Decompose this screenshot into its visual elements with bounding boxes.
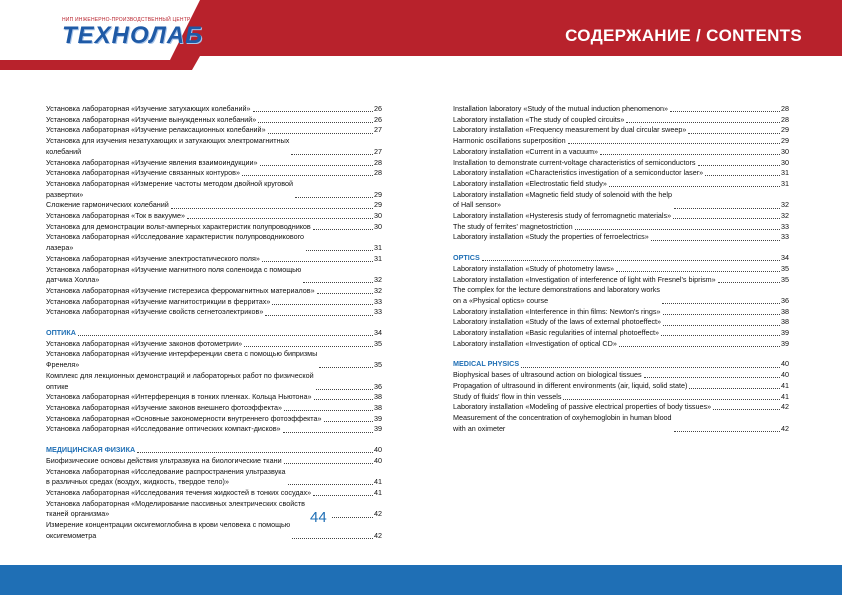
entry-title: Laboratory installation «Electrostatic field study» <box>453 178 607 188</box>
toc-entry[interactable] <box>453 392 789 403</box>
entry-title: Установка лабораторная «Основные закономерности внутреннего фотоэффекта» <box>46 413 322 423</box>
toc-entry[interactable] <box>453 115 789 126</box>
entry-page-number: 29 <box>374 200 382 210</box>
dot-leader <box>258 122 373 123</box>
entry-page-number: 30 <box>781 157 789 167</box>
toc-entry[interactable] <box>453 339 789 350</box>
toc-entry[interactable] <box>46 232 382 253</box>
entry-page-number: 42 <box>781 402 789 412</box>
toc-entry[interactable] <box>453 147 789 158</box>
toc-entry[interactable] <box>453 232 789 243</box>
toc-entry[interactable] <box>453 328 789 339</box>
entry-page-number: 40 <box>374 455 382 465</box>
toc-entry[interactable] <box>453 125 789 136</box>
dot-leader <box>137 452 373 453</box>
toc-entry[interactable] <box>453 307 789 318</box>
dot-leader <box>663 314 780 315</box>
entry-page-number: 42 <box>781 423 789 433</box>
dot-leader <box>626 122 780 123</box>
dot-leader <box>674 208 780 209</box>
entry-title: Laboratory installation «Interference in thin films: Newton's rings» <box>453 306 661 316</box>
page-title: СОДЕРЖАНИЕ / CONTENTS <box>565 26 802 45</box>
dot-leader <box>713 409 780 410</box>
entry-title: Установка лабораторная «Изучение затухающих колебаний» <box>46 104 251 113</box>
dot-leader <box>292 538 373 539</box>
dot-leader <box>575 229 780 230</box>
entry-page-number: 40 <box>374 445 382 455</box>
dot-leader <box>283 432 373 433</box>
dot-leader <box>313 229 373 230</box>
toc-entry[interactable] <box>453 211 789 222</box>
entry-page-number: 32 <box>781 211 789 221</box>
entry-page-number: 29 <box>781 136 789 146</box>
dot-leader <box>317 293 373 294</box>
entry-page-number: 31 <box>374 253 382 263</box>
entry-page-number: 40 <box>781 359 789 369</box>
entry-title: Laboratory installation «Modeling of passive electrical properties of body tissues» <box>453 402 712 412</box>
dot-leader <box>609 186 780 187</box>
entry-title: Установка для демонстрации вольт-амперных характеристик полупроводников <box>46 221 311 231</box>
entry-page-number: 29 <box>374 189 382 199</box>
toc-entry[interactable] <box>453 317 789 328</box>
logo-tagline: НИП ИНЖЕНЕРНО-ПРОИЗВОДСТВЕННЫЙ ЦЕНТР <box>62 17 191 23</box>
toc-entry[interactable] <box>453 413 789 434</box>
entry-page-number: 29 <box>781 125 789 135</box>
section-heading[interactable] <box>453 359 789 370</box>
entry-page-number: 35 <box>374 338 382 348</box>
dot-leader <box>482 260 780 261</box>
dot-leader <box>265 315 373 316</box>
entry-page-number: 30 <box>781 146 789 156</box>
entry-page-number: 27 <box>374 146 382 156</box>
entry-title: Установка лабораторная «Изучение электростатического поля» <box>46 253 260 263</box>
toc-entry[interactable] <box>46 339 382 350</box>
toc-entry[interactable] <box>46 211 382 222</box>
entry-page-number: 33 <box>781 221 789 231</box>
page-header <box>0 0 842 70</box>
entry-title: Laboratory installation «Study of photometry laws» <box>453 263 615 273</box>
entry-title: Propagation of ultrasound in different environments (air, liquid, solid state) <box>453 380 688 390</box>
entry-title: Сложение гармонических колебаний <box>46 200 169 210</box>
entry-title: Биофизические основы действия ультразвука на биологические ткани <box>46 455 282 465</box>
dot-leader <box>316 389 373 390</box>
dot-leader <box>689 388 780 389</box>
entry-title: Установка лабораторная «Интерференция в тонких пленках. Кольца Ньютона» <box>46 392 312 402</box>
dot-leader <box>253 111 373 112</box>
dot-leader <box>521 367 780 368</box>
toc-entry[interactable] <box>46 158 382 169</box>
entry-title: Laboratory installation «Frequency measurement by dual circular sweep» <box>453 125 687 135</box>
toc-entry[interactable] <box>46 392 382 403</box>
entry-title: Установка лабораторная «Исследование оптических компакт-дисков» <box>46 424 281 434</box>
entry-title: Harmonic oscillations superposition <box>453 136 566 146</box>
toc-entry[interactable] <box>46 265 382 286</box>
entry-title: Установка лабораторная «Исследование характеристик полупроводникового лазера» <box>46 232 305 253</box>
toc-entry[interactable] <box>453 158 789 169</box>
entry-title: Biophysical bases of ultrasound action on biological tissues <box>453 370 642 380</box>
dot-leader <box>303 282 373 283</box>
toc-entry[interactable] <box>46 115 382 126</box>
entry-title: Установка для изучения незатухающих и затухающих электромагнитных колебаний <box>46 136 290 156</box>
dot-leader <box>171 208 373 209</box>
entry-page-number: 27 <box>374 125 382 135</box>
dot-leader <box>314 399 373 400</box>
toc-entry[interactable] <box>46 168 382 179</box>
dot-leader <box>78 335 373 336</box>
entry-page-number: 30 <box>374 211 382 221</box>
contents-column-english <box>453 104 789 434</box>
dot-leader <box>288 484 373 485</box>
entry-page-number: 32 <box>374 285 382 295</box>
entry-title: Laboratory installation «Study of the laws of external photoeffect» <box>453 317 662 327</box>
entry-page-number: 33 <box>781 232 789 242</box>
entry-title: Установка лабораторная «Изучение законов фотометрии» <box>46 338 243 348</box>
entry-page-number: 36 <box>374 381 382 391</box>
dot-leader <box>705 175 780 176</box>
toc-entry[interactable] <box>453 136 789 147</box>
entry-title: Установка лабораторная «Изучение связанных контуров» <box>46 168 240 178</box>
entry-title: Установка лабораторная «Изучение законов внешнего фотоэффекта» <box>46 402 283 412</box>
toc-entry[interactable] <box>453 179 789 190</box>
toc-entry[interactable] <box>46 297 382 308</box>
entry-page-number: 41 <box>374 477 382 487</box>
toc-entry[interactable] <box>46 424 382 435</box>
entry-title: Измерение концентрации оксигемоглобина в крови человека с помощью оксигемометра <box>46 520 291 540</box>
toc-entry[interactable] <box>46 456 382 467</box>
toc-entry[interactable] <box>46 125 382 136</box>
entry-page-number: 41 <box>781 391 789 401</box>
dot-leader <box>651 240 780 241</box>
dot-leader <box>306 250 373 251</box>
dot-leader <box>616 271 780 272</box>
entry-page-number: 31 <box>781 178 789 188</box>
dot-leader <box>661 335 780 336</box>
entry-title: Laboratory installation «Basic regularities of internal photoeffect» <box>453 328 660 338</box>
entry-title: Установка лабораторная «Измерение частоты методом двойной круговой развертки» <box>46 178 294 199</box>
toc-entry[interactable] <box>46 349 382 370</box>
dot-leader <box>600 154 780 155</box>
entry-page-number: 28 <box>781 104 789 113</box>
section-heading[interactable] <box>46 328 382 339</box>
dot-leader <box>619 346 780 347</box>
entry-page-number: 32 <box>374 275 382 285</box>
dot-leader <box>563 399 780 400</box>
entry-page-number: 30 <box>374 221 382 231</box>
entry-page-number: 35 <box>374 360 382 370</box>
dot-leader <box>688 133 780 134</box>
entry-page-number: 34 <box>374 328 382 338</box>
dot-leader <box>291 154 373 155</box>
dot-leader <box>644 377 780 378</box>
dot-leader <box>568 143 780 144</box>
entry-title: Installation to demonstrate current-voltage characteristics of semiconductors <box>453 157 696 167</box>
dot-leader <box>295 197 373 198</box>
toc-entry[interactable] <box>46 286 382 297</box>
toc-entry[interactable] <box>453 264 789 275</box>
entry-page-number: 42 <box>374 509 382 519</box>
entry-page-number: 35 <box>781 263 789 273</box>
dot-leader <box>670 111 780 112</box>
entry-title: Установка лабораторная «Изучение гистерезиса ферромагнитных материалов» <box>46 285 315 295</box>
entry-title: The complex for the lecture demonstrations and laboratory works on a «Physical optics» course <box>453 285 660 305</box>
entry-page-number: 36 <box>781 295 789 305</box>
section-title: МЕДИЦИНСКАЯ ФИЗИКА <box>46 445 136 455</box>
entry-page-number: 31 <box>781 168 789 178</box>
dot-leader <box>718 282 780 283</box>
toc-entry[interactable] <box>453 190 789 211</box>
dot-leader <box>268 133 373 134</box>
company-logo: ТЕХНОЛАБ <box>62 22 204 49</box>
entry-title: Laboratory installation «Current in a vacuum» <box>453 146 599 156</box>
dot-leader <box>663 325 780 326</box>
dot-leader <box>662 303 780 304</box>
entry-page-number: 39 <box>781 328 789 338</box>
toc-entry[interactable] <box>46 467 382 488</box>
dot-leader <box>284 410 373 411</box>
entry-title: Laboratory installation «Investigation of optical CD» <box>453 338 617 348</box>
section-title: MEDICAL PHYSICS <box>453 359 520 369</box>
entry-title: Laboratory installation «Investigation of interference of light with Fresnel's biprism» <box>453 274 716 284</box>
entry-title: Measurement of the concentration of oxyhemoglobin in human blood with an oximeter <box>453 412 672 433</box>
entry-page-number: 31 <box>374 243 382 253</box>
entry-title: The study of ferrites' magnetostriction <box>453 221 573 231</box>
entry-title: Установка лабораторная «Исследования течения жидкостей в тонких сосудах» <box>46 487 312 497</box>
entry-title: Установка лабораторная «Изучение магнитострикции в ферритах» <box>46 296 271 306</box>
entry-page-number: 33 <box>374 296 382 306</box>
entry-title: Установка лабораторная «Изучение интерференции света с помощью бипризмы Френеля» <box>46 349 318 370</box>
entry-title: Установка лабораторная «Изучение магнитного поля соленоида с помощью датчика Холла» <box>46 264 302 285</box>
entry-title: Установка лабораторная «Исследование распространения ультразвука в различных средах (воздух, жидкость, твердое тело)» <box>46 466 286 487</box>
entry-page-number: 38 <box>374 402 382 412</box>
footer-bar <box>0 565 842 595</box>
section-title: OPTICS <box>453 253 480 263</box>
dot-leader <box>262 261 373 262</box>
dot-leader <box>260 165 373 166</box>
toc-entry[interactable] <box>46 222 382 233</box>
entry-title: Laboratory installation «Hysteresis study of ferromagnetic materials» <box>453 211 672 221</box>
toc-entry[interactable] <box>46 136 382 157</box>
entry-page-number: 39 <box>374 424 382 434</box>
toc-entry[interactable] <box>46 488 382 499</box>
toc-entry[interactable] <box>46 104 382 115</box>
entry-page-number: 28 <box>374 157 382 167</box>
entry-title: Laboratory installation «Study the properties of ferroelectrics» <box>453 232 649 242</box>
toc-entry[interactable] <box>453 222 789 233</box>
entry-title: Установка лабораторная «Изучение свойств сегнетоэлектриков» <box>46 307 264 317</box>
entry-page-number: 41 <box>374 487 382 497</box>
entry-page-number: 38 <box>781 317 789 327</box>
entry-page-number: 28 <box>781 114 789 124</box>
dot-leader <box>242 175 373 176</box>
dot-leader <box>284 463 373 464</box>
dot-leader <box>272 304 373 305</box>
dot-leader <box>187 218 373 219</box>
entry-page-number: 34 <box>781 253 789 263</box>
dot-leader <box>319 367 373 368</box>
toc-entry[interactable] <box>46 403 382 414</box>
entry-page-number: 40 <box>781 370 789 380</box>
page-number: 44 <box>306 509 331 526</box>
entry-page-number: 32 <box>781 200 789 210</box>
entry-page-number: 39 <box>781 338 789 348</box>
dot-leader <box>674 431 780 432</box>
section-title: ОПТИКА <box>46 328 76 338</box>
section-heading[interactable] <box>46 445 382 456</box>
toc-entry[interactable] <box>453 285 789 306</box>
dot-leader <box>313 495 373 496</box>
entry-page-number: 26 <box>374 114 382 124</box>
toc-entry[interactable] <box>453 402 789 413</box>
toc-entry[interactable] <box>46 254 382 265</box>
toc-entry[interactable] <box>46 499 382 520</box>
toc-entry[interactable] <box>46 371 382 392</box>
entry-title: Установка лабораторная «Моделирование пассивных электрических свойств тканей организма» <box>46 498 305 519</box>
section-heading[interactable] <box>453 253 789 264</box>
entry-title: Установка лабораторная «Ток в вакууме» <box>46 211 185 221</box>
entry-page-number: 26 <box>374 104 382 113</box>
entry-page-number: 42 <box>374 530 382 540</box>
toc-entry[interactable] <box>46 414 382 425</box>
entry-page-number: 38 <box>374 392 382 402</box>
entry-title: Установка лабораторная «Изучение релаксационных колебаний» <box>46 125 266 135</box>
toc-entry[interactable] <box>453 168 789 179</box>
toc-entry[interactable] <box>46 179 382 200</box>
entry-title: Комплекс для лекционных демонстраций и лабораторных работ по физической оптике <box>46 370 314 391</box>
entry-page-number: 38 <box>781 306 789 316</box>
toc-entry[interactable] <box>46 520 382 541</box>
toc-entry[interactable] <box>453 381 789 392</box>
dot-leader <box>673 218 780 219</box>
entry-page-number: 28 <box>374 168 382 178</box>
entry-page-number: 35 <box>781 274 789 284</box>
entry-title: Installation laboratory «Study of the mutual induction phenomenon» <box>453 104 668 113</box>
entry-title: Laboratory installation «The study of coupled circuits» <box>453 114 625 124</box>
entry-title: Установка лабораторная «Изучение явления взаимоиндукции» <box>46 157 258 167</box>
toc-entry[interactable] <box>46 200 382 211</box>
dot-leader <box>698 165 781 166</box>
dot-leader <box>244 346 373 347</box>
entry-title: Study of fluids' flow in thin vessels <box>453 391 562 401</box>
entry-title: Установка лабораторная «Изучение вынужденных колебаний» <box>46 114 257 124</box>
toc-entry[interactable] <box>46 307 382 318</box>
entry-page-number: 39 <box>374 413 382 423</box>
entry-title: Laboratory installation «Magnetic field study of solenoid with the help of Hall sensor» <box>453 189 672 210</box>
toc-entry[interactable] <box>453 104 789 115</box>
toc-entry[interactable] <box>453 275 789 286</box>
entry-title: Laboratory installation «Characteristics investigation of a semiconductor laser» <box>453 168 704 178</box>
entry-page-number: 41 <box>781 380 789 390</box>
dot-leader <box>324 421 374 422</box>
entry-page-number: 33 <box>374 307 382 317</box>
toc-entry[interactable] <box>453 370 789 381</box>
contents-column-russian <box>46 104 382 541</box>
